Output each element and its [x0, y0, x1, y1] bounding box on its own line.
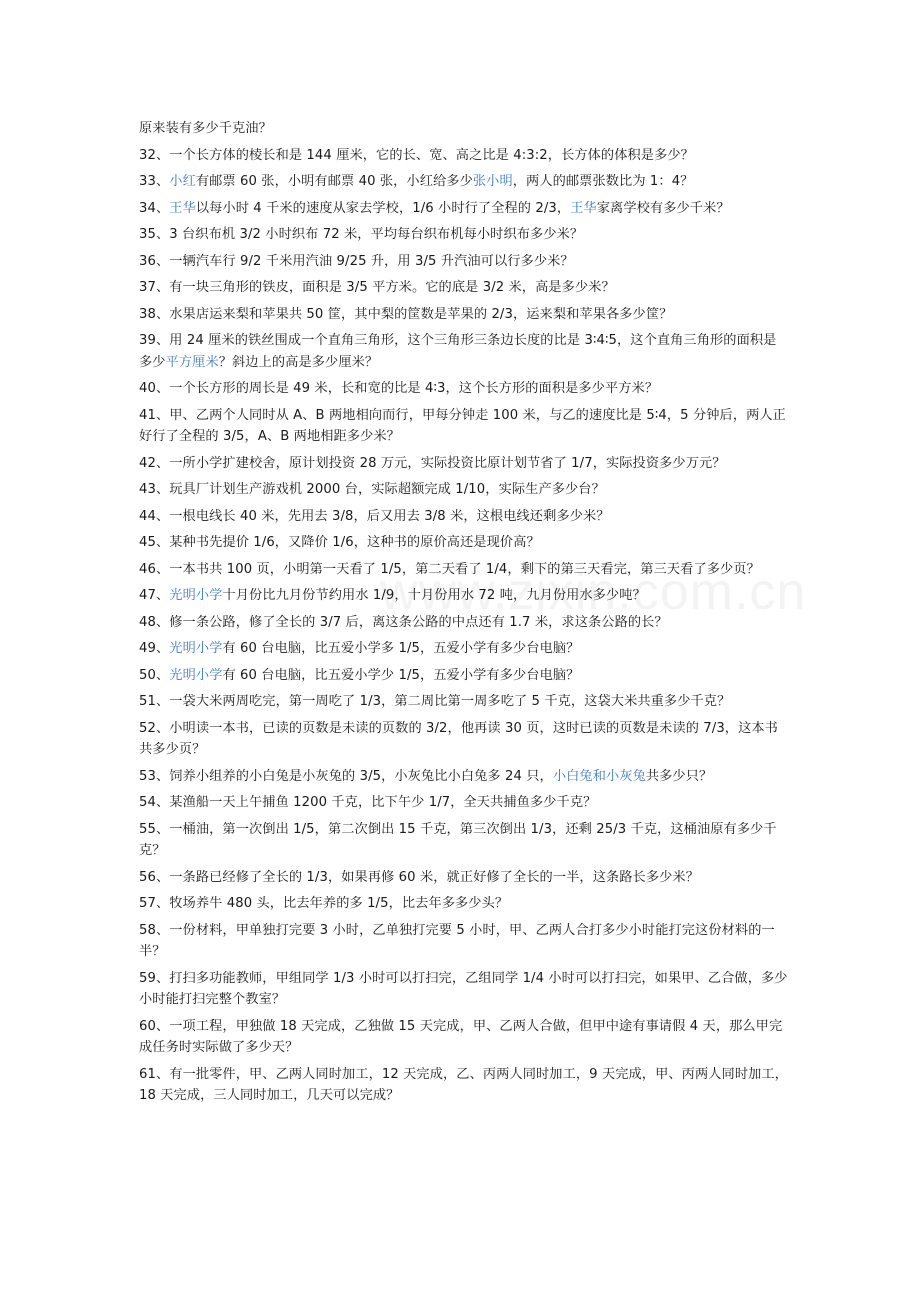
- problem-text: 46、一本书共 100 页，小明第一天看了 1/5，第二天看了 1/4，剩下的第三天看完，第三天看了多少页？: [139, 561, 760, 577]
- problem-paragraph: [139, 145, 789, 167]
- problem-paragraph: [139, 585, 789, 607]
- problem-text: 37、有一块三角形的铁皮，面积是 3/5 平方米。它的底是 3/2 米，高是多少米？: [139, 280, 615, 295]
- problem-paragraph: [139, 171, 789, 193]
- problem-text: 原来装有多少千克油？: [139, 121, 272, 136]
- keyword-link[interactable]: 光明小学: [169, 667, 223, 683]
- problem-text: 40、一个长方形的周长是 49 米，长和宽的比是 4∶3，这个长方形的面积是多少平方米？: [139, 381, 659, 396]
- problem-paragraph: [139, 792, 789, 814]
- keyword-link[interactable]: 光明小学: [169, 588, 223, 603]
- problem-text: 44、一根电线长 40 米，先用去 3/8，后又用去 3/8 米，这根电线还剩多少米？: [139, 508, 610, 524]
- problem-text: 53、饲养小组养的小白兔是小灰兔的 3/5，小灰兔比小白兔多 24 只，: [139, 768, 553, 784]
- problem-paragraph: [139, 638, 789, 660]
- problem-paragraph: [139, 224, 789, 246]
- problem-text: 60、一项工程，甲独做 18 天完成，乙独做 15 天完成，甲、乙两人合做，但甲中途有事请假 4 天，那么甲完成任务时实际做了多少天？: [139, 1018, 783, 1055]
- problem-text: 58、一份材料，甲单独打完要 3 小时，乙单独打完要 5 小时，甲、乙两人合打多少小时能打完这份材料的一半？: [139, 922, 775, 959]
- problem-text: 36、一辆汽车行 9/2 千米用汽油 9/25 升，用 3/5 升汽油可以行多少米？: [139, 253, 574, 269]
- problem-paragraph: [139, 251, 789, 273]
- problem-paragraph: [139, 479, 789, 501]
- problem-paragraph: [139, 718, 789, 761]
- problem-paragraph: [139, 893, 789, 915]
- problem-text: 59、打扫多功能教师，甲组同学 1/3 小时可以打扫完，乙组同学 1/4 小时可以打扫完，如果甲、乙合做，多少小时能打扫完整个教室？: [139, 970, 788, 1007]
- keyword-link[interactable]: 光明小学: [169, 641, 223, 656]
- problem-text: 43、玩具厂计划生产游戏机 2000 台，实际超额完成 1/10，实际生产多少台？: [139, 482, 605, 497]
- problem-text: 48、修一条公路，修了全长的 3/7 后，离这条公路的中点还有 1.7 米，求这条公路的长？: [139, 614, 668, 630]
- problem-text: 55、一桶油，第一次倒出 1/5，第二次倒出 15 千克，第三次倒出 1/3，还剩 25/3 千克，这桶油原有多少千克？: [139, 821, 777, 858]
- problem-paragraph: [139, 405, 789, 448]
- problem-text: 35、3 台织布机 3/2 小时织布 72 米，平均每台织布机每小时织布多少米？: [139, 227, 584, 242]
- problem-text: 以每小时 4 千米的速度从家去学校，1/6 小时行了全程的 2/3，: [195, 200, 571, 216]
- problem-paragraph: [139, 559, 789, 581]
- problem-paragraph: [139, 867, 789, 889]
- problem-paragraph: [139, 819, 789, 862]
- problem-text: 38、水果店运来梨和苹果共 50 筐，其中梨的筐数是苹果的 2/3，运来梨和苹果各多少筐？: [139, 306, 673, 322]
- problem-text: ？斜边上的高是多少厘米？: [218, 354, 379, 370]
- problem-text: 47、: [139, 588, 170, 603]
- keyword-link[interactable]: 平方厘米: [165, 354, 219, 370]
- problem-paragraph: [139, 665, 789, 687]
- problem-text: 有 60 台电脑，比五爱小学少 1/5，五爱小学有多少台电脑？: [222, 667, 580, 683]
- problem-text: 有 60 台电脑，比五爱小学多 1/5，五爱小学有多少台电脑？: [222, 641, 580, 656]
- document-page: [139, 118, 789, 1112]
- problem-text: 有邮票 60 张，小明有邮票 40 张，小红给多少: [195, 174, 473, 189]
- problem-text: 49、: [139, 641, 170, 656]
- keyword-link[interactable]: 小白兔和小灰兔: [552, 768, 646, 784]
- problem-text: 52、小明读一本书，已读的页数是未读的页数的 3/2，他再读 30 页，这时已读的页数是未读的 7/3，这本书共多少页？: [139, 720, 778, 757]
- problem-text: 56、一条路已经修了全长的 1/3，如果再修 60 米，就正好修了全长的一半，这条路长多少米？: [139, 869, 699, 885]
- problem-paragraph: [139, 968, 789, 1011]
- problem-text: 51、一袋大米两周吃完，第一周吃了 1/3，第二周比第一周多吃了 5 千克，这袋大米共重多少千克？: [139, 694, 731, 709]
- problem-paragraph: [139, 330, 789, 373]
- problem-text: 家离学校有多少千米？: [596, 200, 730, 216]
- problem-text: ，两人的邮票张数比为 1：4？: [512, 174, 694, 189]
- problem-text: 共多少只？: [645, 768, 713, 784]
- problem-paragraph: [139, 766, 789, 788]
- keyword-link[interactable]: 王华: [570, 200, 597, 216]
- problem-text: 42、一所小学扩建校舍，原计划投资 28 万元，实际投资比原计划节省了 1/7，实际投资多少万元？: [139, 455, 726, 471]
- problem-text: 39、用 24 厘米的铁丝围成一个直角三角形，这个三角形三条边长度的比是 3∶4∶5，这个直角三角形的面积是多少: [139, 333, 777, 370]
- problem-paragraph: [139, 1016, 789, 1059]
- problem-paragraph: [139, 453, 789, 475]
- problem-paragraph: [139, 532, 789, 554]
- problem-paragraph: [139, 691, 789, 713]
- keyword-link[interactable]: 小红: [169, 174, 196, 189]
- problem-paragraph: [139, 378, 789, 400]
- problem-paragraph: [139, 118, 789, 140]
- problem-text: 57、牧场养牛 480 头，比去年养的多 1/5，比去年多多少头？: [139, 896, 509, 911]
- problem-paragraph: [139, 920, 789, 963]
- problem-paragraph: [139, 612, 789, 634]
- problem-text: 32、一个长方体的棱长和是 144 厘米，它的长、宽、高之比是 4:3:2，长方体的体积是多少？: [139, 147, 694, 163]
- problem-text: 50、: [139, 667, 170, 683]
- keyword-link[interactable]: 王华: [169, 200, 196, 216]
- problem-paragraph: [139, 304, 789, 326]
- problem-text: 45、某种书先提价 1/6，又降价 1/6，这种书的原价高还是现价高？: [139, 535, 540, 550]
- problem-text: 33、: [139, 174, 170, 189]
- problem-paragraph: [139, 506, 789, 528]
- problem-paragraph: [139, 198, 789, 220]
- problem-text: 34、: [139, 200, 170, 216]
- problem-text: 54、某渔船一天上午捕鱼 1200 千克，比下午少 1/7，全天共捕鱼多少千克？: [139, 795, 597, 810]
- problem-paragraph: [139, 1064, 789, 1107]
- problem-text: 41、甲、乙两个人同时从 A、B 两地相向而行，甲每分钟走 100 米，与乙的速度比是 5∶4，5 分钟后，两人正好行了全程的 3/5，A、B 两地相距多少米？: [139, 407, 786, 444]
- problem-paragraph: [139, 277, 789, 299]
- problem-text: 61、有一批零件，甲、乙两人同时加工，12 天完成，乙、丙两人同时加工，9 天完成，甲、丙两人同时加工，18 天完成，三人同时加工，几天可以完成？: [139, 1066, 788, 1103]
- keyword-link[interactable]: 张小明: [472, 174, 513, 189]
- problem-text: 十月份比九月份节约用水 1/9，十月份用水 72 吨，九月份用水多少吨？: [222, 588, 646, 603]
